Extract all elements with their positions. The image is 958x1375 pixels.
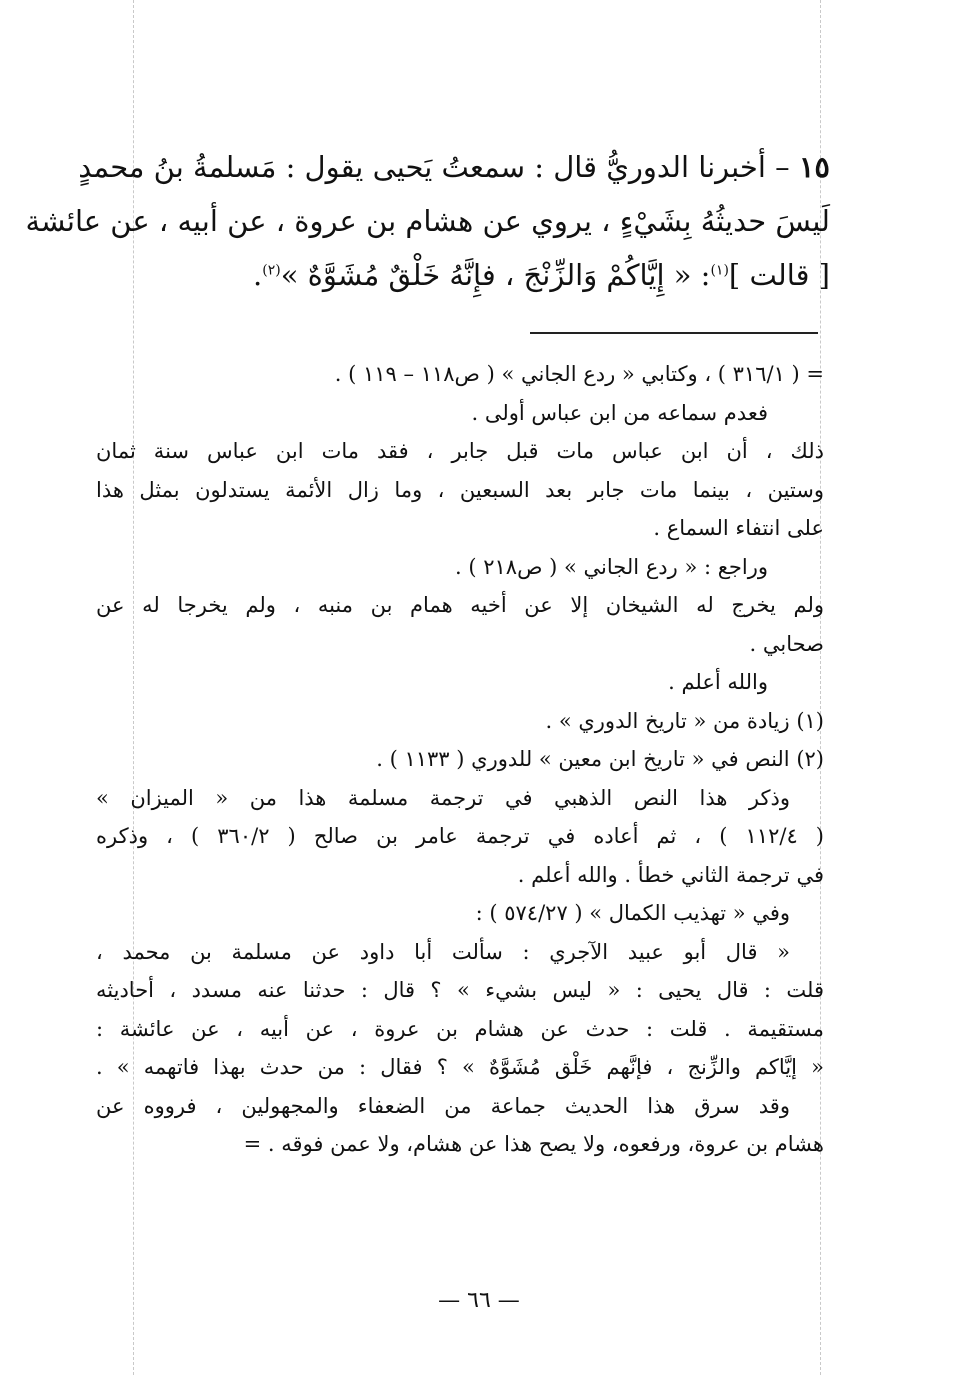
- footnote-line: وفي « تهذيب الكمال » ( ٥٧٤/٢٧ ) :: [475, 901, 790, 925]
- footnote-line: وستين ، بينما مات جابر بعد السبعين ، وما زال الأئمة يستدلون بمثل هذا: [96, 477, 824, 502]
- footnote-ref-2: (٢): [262, 262, 281, 279]
- footnote-line: والله أعلم .: [668, 670, 768, 694]
- footnote-line: وقد سرق هذا الحديث جماعة من الضعفاء والمجهولين ، فرووه عن: [96, 1093, 790, 1118]
- footnote-2: (٢) النص في « تاريخ ابن معين » للدوري ( ١١٣٣ ) .: [376, 747, 824, 771]
- footnote-line: هشام بن عروة، ورفعوه، ولا يصح هذا عن هشام، ولا عمن فوقه . =: [243, 1132, 824, 1156]
- footnote-line: وراجع : « ردع الجاني » ( ص٢١٨ ) .: [455, 554, 768, 579]
- footnotes-block: [96, 355, 824, 1164]
- footnote-line: = ( ٣١٦/١ ) ، وكتابي « ردع الجاني » ( ص١١٨ – ١١٩ ) .: [334, 362, 824, 386]
- footnote-quote-line: « إيَّاكم والزِّنج ، فإنَّهم خَلْق مُشَوَّهٌ » ؟ فقال : من حدث بهذا فاتهمه » .: [96, 1055, 824, 1079]
- footnote-separator: [530, 332, 818, 334]
- footnote-line: ولم يخرج له الشيخان إلا عن أخيه همام بن منبه ، ولم يخرجا له عن: [96, 593, 824, 617]
- main-line-1: ١٥ – أخبرنا الدوريُّ قال : سمعتُ يَحيى يقول : مَسلمةُ بنُ محمدٍ: [78, 150, 830, 184]
- main-line-2: لَيسَ حديثُهُ بِشَيْءٍ ، يروي عن هشام بن عروة ، عن أبيه ، عن عائشة: [25, 204, 830, 238]
- footnote-line: صحابي .: [749, 631, 824, 656]
- main-line-3: [ قالت ]$^{(١)}$: « إِيَّاكُمْ وَالزِّنْجَ ، فإِنَّهُ خَلْقٌ مُشَوَّهٌ »$^{(٢)}$.: [253, 258, 830, 292]
- footnote-quote-line: قلت : قال يحيى : « ليس بشيء » ؟ قال : حدثنا عنه مسدد ، أحاديثه: [96, 978, 824, 1002]
- footnote-quote-line: مستقيمة . قلت : حدث عن هشام بن عروة ، عن أبيه ، عن عائشة :: [96, 1016, 824, 1041]
- footnote-ref-1: (١): [710, 262, 729, 279]
- footnote-line: ذلك ، أن ابن عباس مات قبل جابر ، فقد مات ابن عباس سنة ثمان: [96, 439, 824, 463]
- footnote-quote-line: « قال أبو عبيد الآجري : سألت أبا داود عن مسلمة بن محمد ،: [96, 939, 790, 964]
- hadith-main-text: [25, 140, 830, 302]
- page-number: — ٦٦ —: [438, 1288, 520, 1313]
- footnote-line: ( ١١٢/٤ ) ، ثم أعاده في ترجمة عامر بن صالح ( ٣٦٠/٢ ) ، وذكره: [96, 824, 825, 848]
- footnote-line: وذكر هذا النص الذهبي في ترجمة مسلمة هذا من « الميزان »: [96, 785, 790, 810]
- footnote-line: فعدم سماعه من ابن عباس أولى .: [471, 400, 768, 425]
- footnote-line: في ترجمة الثاني خطأ . والله أعلم .: [517, 862, 824, 887]
- footnote-line: على انتفاء السماع .: [653, 516, 824, 540]
- footnote-1: (١) زيادة من « تاريخ الدوري » .: [545, 708, 824, 733]
- hadith-number: ١٥: [798, 150, 830, 184]
